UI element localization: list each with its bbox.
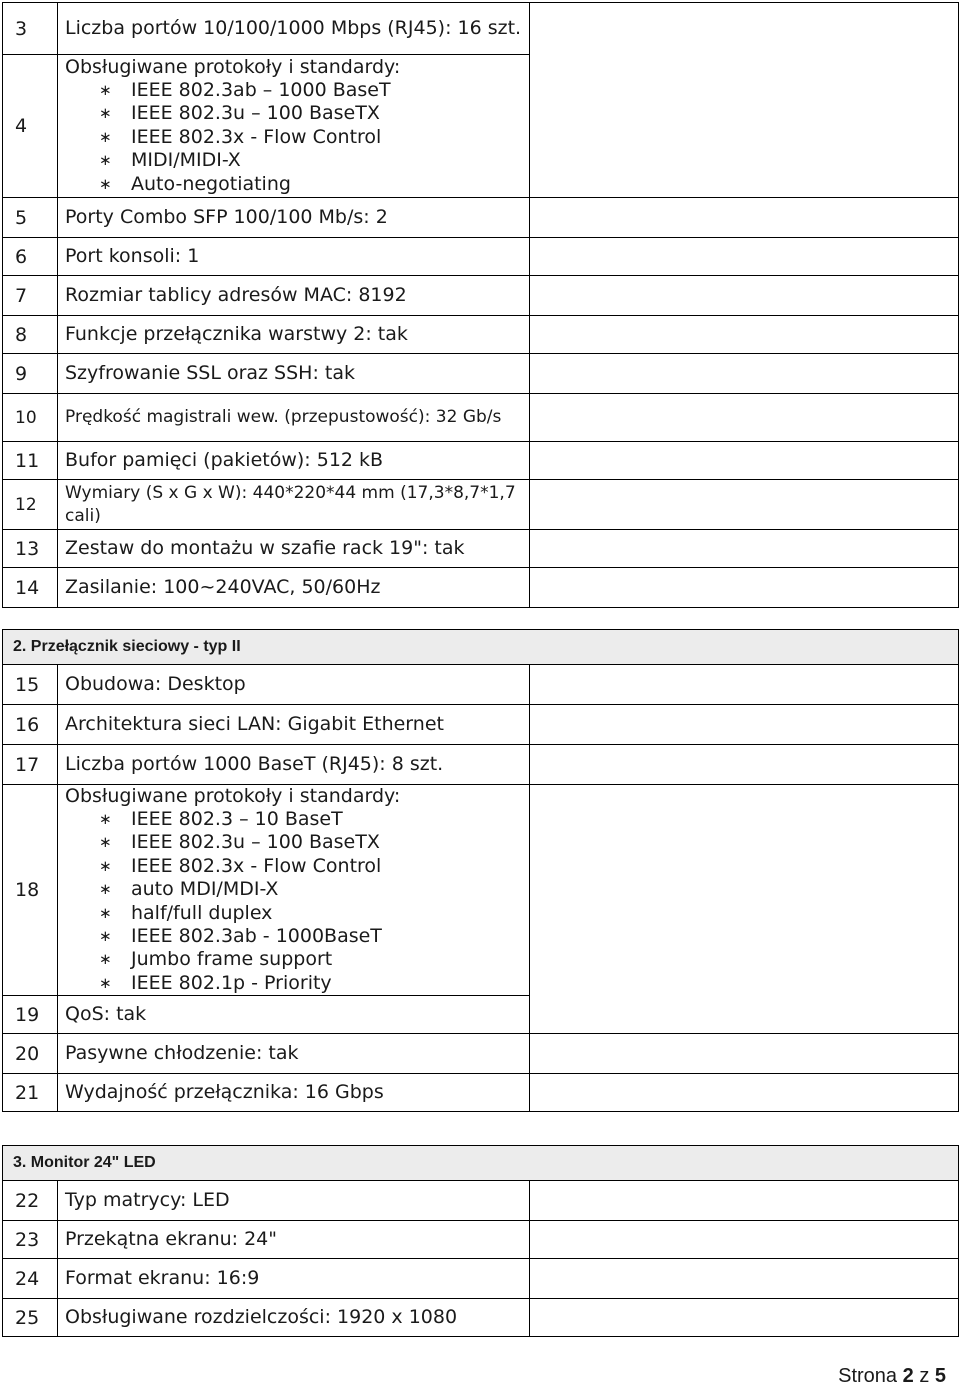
row-number: 5 (3, 198, 58, 238)
spec-table-monitor (2, 1145, 959, 1337)
empty-cell (530, 665, 959, 705)
list-item: ∗ auto MDI/MDI-X (99, 878, 279, 901)
section-caption-row (3, 1146, 959, 1181)
row-text: Obudowa: Desktop (58, 665, 530, 705)
row-number: 22 (3, 1181, 58, 1221)
asterisk-icon: ∗ (99, 810, 112, 828)
row-number: 19 (3, 996, 58, 1034)
row-text: Port konsoli: 1 (58, 238, 530, 276)
empty-cell (530, 198, 959, 238)
asterisk-icon: ∗ (99, 127, 112, 146)
row-text: Zestaw do montażu w szafie rack 19": tak (58, 530, 530, 568)
list-item: ∗ IEEE 802.3x - Flow Control (99, 125, 382, 148)
table-row (3, 3, 959, 55)
row-text: Obsługiwane rozdzielczości: 1920 x 1080 (58, 1299, 530, 1337)
row-text: Wydajność przełącznika: 16 Gbps (58, 1074, 530, 1112)
current-page: 2 (902, 1365, 914, 1387)
section-title: 3. Monitor 24" LED (3, 1146, 959, 1181)
empty-cell (530, 1299, 959, 1337)
table-row (3, 665, 959, 705)
table-row (3, 442, 959, 480)
list-item: ∗ IEEE 802.3u – 100 BaseTX (99, 102, 380, 125)
asterisk-icon: ∗ (99, 856, 112, 875)
row-number: 15 (3, 665, 58, 705)
protocols-heading: Obsługiwane protokoły i standardy: (65, 55, 401, 78)
row-number: 12 (3, 480, 58, 530)
table-row (3, 316, 959, 354)
row-text: Typ matrycy: LED (58, 1181, 530, 1221)
list-item: ∗ IEEE 802.3x - Flow Control (99, 854, 382, 877)
empty-cell (530, 238, 959, 276)
empty-cell (530, 3, 959, 198)
spec-table-switch-type-2 (2, 629, 959, 1112)
table-row (3, 785, 959, 996)
spec-table-switch-type-1 (2, 2, 959, 608)
row-number: 20 (3, 1034, 58, 1074)
list-item: ∗ Auto-negotiating (99, 172, 291, 195)
row-text: Przekątna ekranu: 24" (58, 1221, 530, 1259)
list-item: ∗ IEEE 802.3u – 100 BaseTX (99, 831, 380, 854)
row-number: 11 (3, 442, 58, 480)
list-item: ∗ MIDI/MIDI-X (99, 149, 241, 172)
row-number: 6 (3, 238, 58, 276)
empty-cell (530, 316, 959, 354)
row-text: Wymiary (S x G x W): 440*220*44 mm (17,3*8,7*1,7 cali) (58, 480, 530, 530)
row-text: Liczba portów 1000 BaseT (RJ45): 8 szt. (58, 745, 530, 785)
section-caption-row (3, 630, 959, 665)
table-row (3, 238, 959, 276)
list-item: ∗ half/full duplex (99, 901, 273, 924)
asterisk-icon: ∗ (99, 927, 112, 946)
row-number: 24 (3, 1259, 58, 1299)
list-item: ∗ IEEE 802.3 – 10 BaseT (99, 808, 343, 830)
empty-cell (530, 745, 959, 785)
list-item: ∗ Jumbo frame support (99, 948, 333, 971)
asterisk-icon: ∗ (99, 950, 112, 969)
list-item: ∗ IEEE 802.3ab - 1000BaseT (99, 925, 382, 948)
empty-cell (530, 568, 959, 608)
row-text: Rozmiar tablicy adresów MAC: 8192 (58, 276, 530, 316)
asterisk-icon: ∗ (99, 104, 112, 123)
page-label: Strona (838, 1365, 898, 1387)
empty-cell (530, 394, 959, 442)
row-number: 3 (3, 3, 58, 55)
row-number: 13 (3, 530, 58, 568)
row-number: 16 (3, 705, 58, 745)
section-title: 2. Przełącznik sieciowy - typ II (3, 630, 959, 665)
table-row (3, 1074, 959, 1112)
row-text: Szyfrowanie SSL oraz SSH: tak (58, 354, 530, 394)
row-number: 23 (3, 1221, 58, 1259)
table-row (3, 1034, 959, 1074)
row-text: Funkcje przełącznika warstwy 2: tak (58, 316, 530, 354)
empty-cell (530, 1181, 959, 1221)
row-text: Liczba portów 10/100/1000 Mbps (RJ45): 16 szt. (58, 3, 530, 55)
row-number: 4 (3, 55, 58, 198)
table-row (3, 198, 959, 238)
total-pages: 5 (934, 1365, 946, 1387)
row-text: Pasywne chłodzenie: tak (58, 1034, 530, 1074)
row-text: Bufor pamięci (pakietów): 512 kB (58, 442, 530, 480)
empty-cell (530, 442, 959, 480)
row-number: 17 (3, 745, 58, 785)
empty-cell (530, 1259, 959, 1299)
asterisk-icon: ∗ (99, 880, 112, 899)
row-number: 8 (3, 316, 58, 354)
bullet-list (65, 808, 529, 995)
asterisk-icon: ∗ (99, 80, 112, 99)
page-footer (838, 1365, 946, 1388)
row-text: Zasilanie: 100~240VAC, 50/60Hz (58, 568, 530, 608)
row-number: 21 (3, 1074, 58, 1112)
table-row (3, 1221, 959, 1259)
protocols-cell (58, 55, 530, 198)
row-number: 9 (3, 354, 58, 394)
row-text: Format ekranu: 16:9 (58, 1259, 530, 1299)
row-text: Prędkość magistrali wew. (przepustowość): 32 Gb/s (58, 394, 530, 442)
table-row (3, 480, 959, 530)
asterisk-icon: ∗ (99, 151, 112, 170)
row-number: 7 (3, 276, 58, 316)
row-text: QoS: tak (58, 996, 530, 1034)
empty-cell (530, 1221, 959, 1259)
row-number: 18 (3, 785, 58, 996)
asterisk-icon: ∗ (99, 973, 112, 992)
table-row (3, 394, 959, 442)
empty-cell (530, 276, 959, 316)
table-row (3, 530, 959, 568)
table-row (3, 276, 959, 316)
page-separator: z (919, 1365, 930, 1387)
empty-cell (530, 480, 959, 530)
empty-cell (530, 785, 959, 1034)
asterisk-icon: ∗ (99, 903, 112, 922)
empty-cell (530, 530, 959, 568)
row-number: 25 (3, 1299, 58, 1337)
list-item: ∗ IEEE 802.3ab – 1000 BaseT (99, 78, 391, 101)
list-item: ∗ IEEE 802.1p - Priority (99, 971, 332, 994)
empty-cell (530, 705, 959, 745)
row-text: Architektura sieci LAN: Gigabit Ethernet (58, 705, 530, 745)
table-row (3, 568, 959, 608)
table-row (3, 1299, 959, 1337)
empty-cell (530, 354, 959, 394)
empty-cell (530, 1034, 959, 1074)
row-number: 14 (3, 568, 58, 608)
bullet-list (65, 79, 529, 196)
row-text: Porty Combo SFP 100/100 Mb/s: 2 (58, 198, 530, 238)
empty-cell (530, 1074, 959, 1112)
row-number: 10 (3, 394, 58, 442)
asterisk-icon: ∗ (99, 833, 112, 852)
protocols-cell (58, 785, 530, 996)
table-row (3, 1259, 959, 1299)
table-row (3, 745, 959, 785)
protocols-heading: Obsługiwane protokoły i standardy: (65, 785, 401, 807)
asterisk-icon: ∗ (99, 174, 112, 193)
table-row (3, 705, 959, 745)
table-row (3, 1181, 959, 1221)
table-row (3, 354, 959, 394)
